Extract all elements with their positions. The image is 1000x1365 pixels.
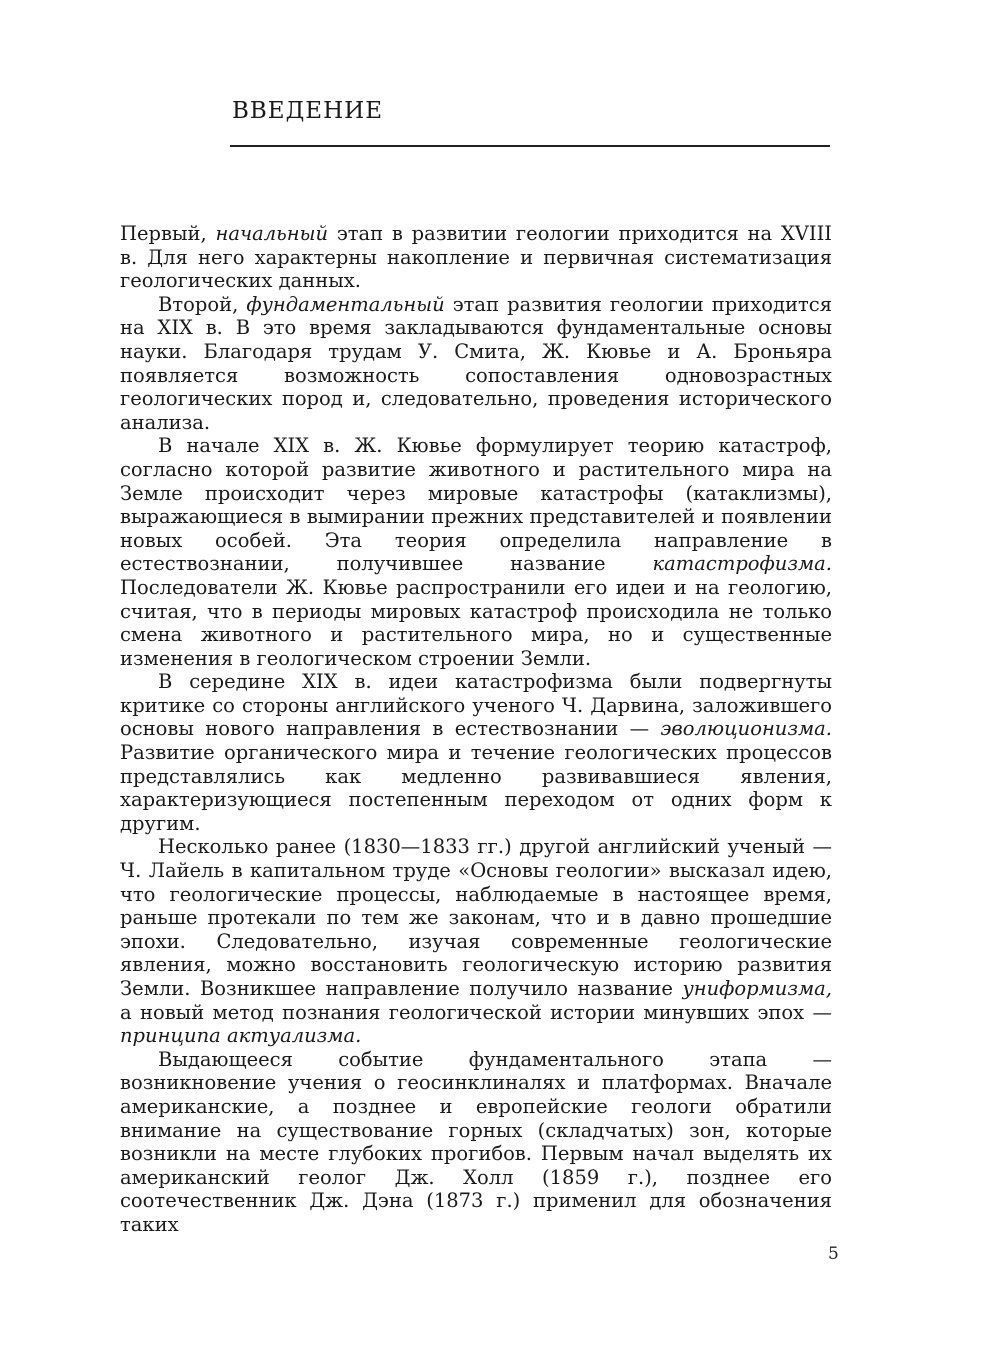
paragraph: Несколько ранее (1830—1833 гг.) другой английский ученый — Ч. Лайель в капитальном труде «Основы геологии» высказал идею, что геологические процессы, наблюдаемые в настоящее время, раньше протекали по тем же законам, что и в давно прошедшие эпохи. Следовательно, изучая современные геологические явления, можно восстановить геологическую историю развития Земли. Возникшее направление получило название униформизма, а новый метод познания геологической истории минувших эпох — принципа актуализма. (120, 835, 832, 1048)
emphasis-term: принципа актуализма. (120, 1024, 362, 1048)
paragraph: В середине XIX в. идеи катастрофизма были подвергнуты критике со стороны английского ученого Ч. Дарвина, заложившего основы нового направления в естествознании — эволюционизма. Развитие органического мира и течение геологических процессов представлялись как медленно развивавшиеся явления, характеризующиеся постепенным переходом от одних форм к другим. (120, 670, 832, 835)
paragraph: Второй, фундаментальный этап развития геологии приходится на XIX в. В это время закладываются фундаментальные основы науки. Благодаря трудам У. Смита, Ж. Кювье и А. Броньяра появляется возможность сопоставления одновозрастных геологических пород и, следовательно, проведения исторического анализа. (120, 292, 832, 434)
emphasis-term: фундаментальный (246, 292, 445, 316)
paragraph: В начале XIX в. Ж. Кювье формулирует теорию катастроф, согласно которой развитие животного и растительного мира на Земле происходит через мировые катастрофы (катаклизмы), выражающиеся в вымирании прежних представителей и появлении новых особей. Эта теория определила направление в естествознании, получившее название катастрофизма. Последователи Ж. Кювье распространили его идеи и на геологию, считая, что в периоды мировых катастроф происходила не только смена животного и растительного мира, но и существенные изменения в геологическом строении Земли. (120, 434, 832, 670)
page-number: 5 (828, 1244, 839, 1264)
emphasis-term: начальный (215, 222, 329, 245)
emphasis-term: униформизма, (682, 977, 832, 1000)
heading-rule (230, 145, 830, 147)
emphasis-term: эволюционизма. (660, 717, 832, 741)
chapter-heading: ВВЕДЕНИЕ (232, 98, 383, 124)
paragraph: Первый, начальный этап в развитии геологии приходится на XVIII в. Для него характерны накопление и первичная систематизация геологических данных. (120, 222, 832, 293)
emphasis-term: катастрофизма. (652, 552, 832, 576)
paragraph: Выдающееся событие фундаментального этапа — возникновение учения о геосинклиналях и платформах. Вначале американские, а позднее и европейские геологи обратили внимание на существование горных (складчатых) зон, которые возникли на месте глубоких прогибов. Первым начал выделять их американский геолог Дж. Холл (1859 г.), позднее его соотечественник Дж. Дэна (1873 г.) применил для обозначения таких (120, 1047, 832, 1236)
body-text (120, 222, 832, 1237)
